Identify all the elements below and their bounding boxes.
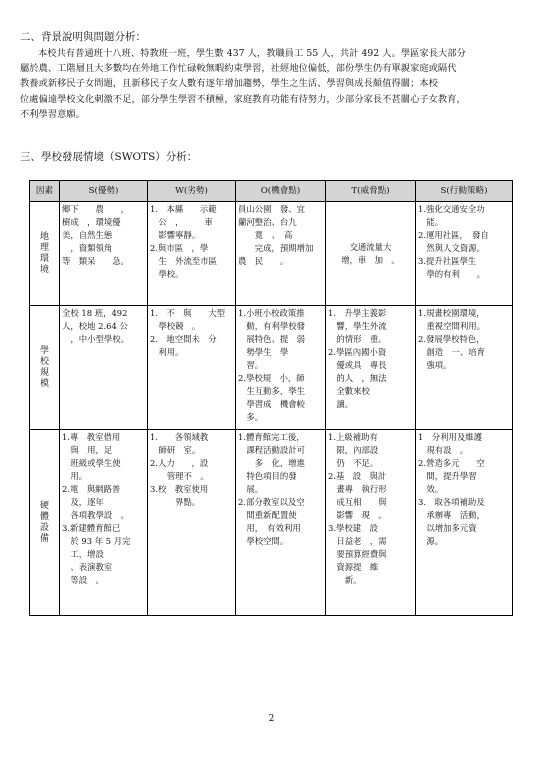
cell-line: 員山公園 發、宜 <box>238 204 305 214</box>
cell-line: 2.發展學校特色， <box>418 334 485 344</box>
cell-line: 美，自然生態 <box>62 230 113 240</box>
cell-line: 3.提升社區學生 <box>418 256 477 266</box>
cell-line: 等 類呆 急。 <box>62 256 129 266</box>
swot-table <box>29 180 513 616</box>
cell-line: 展特色、提 弱 <box>238 334 305 344</box>
cell-line: 日益老 ，需 <box>328 536 387 546</box>
weaknesses-cell <box>148 306 236 430</box>
cell-line: 2.營造多元 空 <box>418 458 485 468</box>
cell-line: 創造 一、培育 <box>418 347 485 357</box>
cell-line: 班級或學生使 <box>62 458 121 468</box>
background-paragraph <box>20 46 520 122</box>
section-3-title: 三、學校發展情境（SWOTS）分析： <box>20 151 198 163</box>
opportunities-cell <box>236 306 326 430</box>
strategies-cell <box>416 306 513 430</box>
cell-line: 資源提 維 <box>328 562 379 572</box>
cell-line: 學校空間。 <box>238 536 289 546</box>
cell-line: 學校。 <box>150 269 184 279</box>
cell-line: 1. 不 與 大型 <box>150 308 225 318</box>
cell-line: 響，學生外流 <box>328 321 387 331</box>
header-strengths: S(優勢) <box>60 181 148 202</box>
cell-line: 3.校 教室使用 <box>150 484 209 494</box>
cell-line: 1.規畫校園環境， <box>418 308 485 318</box>
cell-line: 然與人文資源。 <box>418 243 485 253</box>
cell-line: 2.人力 ，設 <box>150 458 209 468</box>
strategies-cell <box>416 430 513 616</box>
cell-line: 承辦專 活動， <box>418 510 485 520</box>
cell-line: 強項。 <box>418 360 452 370</box>
cell-line: 2.學區內國小資 <box>328 347 387 357</box>
cell-line: 間重新配置使 <box>238 510 297 520</box>
cell-line: 界點。 <box>150 497 201 507</box>
cell-line: 1. 升學主義影 <box>328 308 387 318</box>
cell-line: 1.體育館完工後， <box>238 432 305 442</box>
cell-line: 、表演教室 <box>62 562 113 572</box>
cell-line: 公 ， 車 <box>150 217 213 227</box>
cell-line: 展。 <box>238 484 264 494</box>
cell-line: 蘭河整治、台九 <box>238 217 297 227</box>
cell-line: 限，內部設 <box>328 445 379 455</box>
cell-line: 與 用，足 <box>62 445 113 455</box>
paragraph-line: 本校共有普通班十八班、特教班一班，學生數 437 人，教職員工 55 人，共計 492 人。學區家長大部分 <box>38 48 466 59</box>
cell-line: 效。 <box>418 484 444 494</box>
cell-line: 用。 <box>62 471 88 481</box>
cell-line: 動，有利學校發 <box>238 321 305 331</box>
strengths-cell <box>60 430 148 616</box>
cell-line: 各項教學設 。 <box>62 510 129 520</box>
factor-label: 學校規模 <box>39 345 49 389</box>
cell-line: 利用。 <box>150 347 184 357</box>
opportunities-cell <box>236 202 326 306</box>
cell-line: 讀。 <box>328 399 354 409</box>
cell-line: 1.小班小校政策推 <box>238 308 305 318</box>
factor-cell <box>30 202 60 306</box>
cell-line: 的人 ，無法 <box>328 373 387 383</box>
cell-line: 勢學生 學 <box>238 347 289 357</box>
cell-line: 人，校地 2.64 公 <box>62 321 128 331</box>
cell-line: 用， 有效利用 <box>238 523 301 533</box>
threats-cell <box>326 202 416 306</box>
cell-line: 優或具 專長 <box>328 360 387 370</box>
cell-line: 仍 不足。 <box>328 458 379 468</box>
weaknesses-cell <box>148 202 236 306</box>
cell-line: 1.強化交通安全功 <box>418 204 485 214</box>
opportunities-cell <box>236 430 326 616</box>
cell-line: 成互相 與 <box>328 497 387 507</box>
cell-line: 3.新建體育館已 <box>62 523 121 533</box>
cell-line: 多 化，增進 <box>238 458 305 468</box>
cell-line: 2.部分教室以及空 <box>238 497 305 507</box>
cell-line: 1. 各領域教 <box>150 432 209 442</box>
cell-line: 多。 <box>238 412 264 422</box>
cell-line: 1. 本縣 示範 <box>150 204 217 214</box>
cell-line: 習。 <box>238 360 264 370</box>
cell-line: 管理不 。 <box>150 471 209 481</box>
header-factor: 因素 <box>30 181 60 202</box>
cell-line: 學校競 。 <box>150 321 201 331</box>
table-row <box>30 306 513 430</box>
strengths-cell <box>60 306 148 430</box>
header-weaknesses: W(劣勢) <box>148 181 236 202</box>
cell-line: 及，逐年 <box>62 497 104 507</box>
page-number: 2 <box>268 714 275 724</box>
cell-line: 現有設 。 <box>418 445 469 455</box>
cell-line: 完成，預期增加 <box>238 243 314 253</box>
cell-line: 工，增設 <box>62 549 104 559</box>
cell-line: 1.上級補助有 <box>328 432 378 442</box>
cell-line: 課程活動設計可 <box>238 445 305 455</box>
factor-label: 地理環境 <box>39 231 49 275</box>
strategies-cell <box>416 202 513 306</box>
paragraph-line: 位處偏遠學校文化刺激不足，部分學生學習不積極，家庭教育功能有待努力，少部分家長不甚關心子女教育， <box>20 93 466 105</box>
cell-line: 2.學校規 小，師 <box>238 373 305 383</box>
section-2-title: 二、背景說明與問題分析： <box>20 31 146 43</box>
cell-line: 的情形 重。 <box>328 334 387 344</box>
cell-line: 師研 室。 <box>150 445 201 455</box>
paragraph-line: 屬於農、工階層且大多數均在外地工作忙碌較無暇約束學習，社經地位偏低，部份學生仍有單親家庭或隔代 <box>20 63 457 75</box>
cell-line: 重視空間利用。 <box>418 321 485 331</box>
cell-line: 影響 現 。 <box>328 510 387 520</box>
cell-line: 等設 。 <box>62 575 104 585</box>
cell-line: 3.學校建 設 <box>328 523 378 533</box>
cell-line: 農 民 。 <box>238 256 289 266</box>
table-header-row <box>30 181 513 202</box>
cell-line: 能。 <box>418 217 444 227</box>
factor-cell <box>30 430 60 616</box>
weaknesses-cell <box>148 430 236 616</box>
cell-line: ，中小型學校。 <box>62 334 129 344</box>
cell-line: 增，車 加 。 <box>341 254 400 265</box>
cell-line: 2.電 與網路普 <box>62 484 121 494</box>
cell-line: 3. 取各項補助及 <box>418 497 485 507</box>
strengths-cell <box>60 202 148 306</box>
cell-line: 2. 地空間未 分 <box>150 334 217 344</box>
paragraph-line: 教養或新移民子女問題，且新移民子女人數有逐年增加趨勢，學生之生活、學習與成長頗值得關；本校 <box>20 78 438 90</box>
cell-line: 全數來校 <box>328 386 370 396</box>
table-row <box>30 430 513 616</box>
paragraph-line: 不利學習意願。 <box>20 108 86 120</box>
cell-line: 影響寧靜。 <box>150 230 201 240</box>
header-threats: T(威脅點) <box>326 181 416 202</box>
cell-line: 要預算經費與 <box>328 549 387 559</box>
cell-line: 生互動多，學生 <box>238 386 305 396</box>
cell-line: 交通流量大 <box>349 241 392 252</box>
cell-line: 2.基 設 與計 <box>328 471 387 481</box>
cell-line: 全校 18 班，492 <box>62 308 128 318</box>
cell-line: 寬 、 高 <box>238 230 293 240</box>
header-strategies: S(行動策略) <box>416 181 513 202</box>
cell-line: 1.專 教室借用 <box>62 432 121 442</box>
cell-line: 於 93 年 5 月完 <box>62 536 131 546</box>
cell-line: 2.與市區 ，學 <box>150 243 209 253</box>
cell-line: 學習成 機會較 <box>238 399 305 409</box>
table-row <box>30 202 513 306</box>
factor-cell <box>30 306 60 430</box>
cell-line: 鄉下 農 ， <box>62 204 129 214</box>
cell-line: 新。 <box>328 575 362 585</box>
cell-line: 生 外流至市區 <box>150 256 217 266</box>
cell-line: 特色項目的發 <box>238 471 297 481</box>
cell-line: 學的有利 。 <box>418 269 485 279</box>
cell-line: ，資類領角 <box>62 243 113 253</box>
cell-line: 2.運用社區， 發自 <box>418 230 489 240</box>
cell-line: 以增加多元資 <box>418 523 477 533</box>
cell-line: 間，提升學習 <box>418 471 477 481</box>
header-opportunities: O(機會點) <box>236 181 326 202</box>
cell-line: 畫專 執行形 <box>328 484 387 494</box>
cell-line: 1 分利用及維護 <box>418 432 482 442</box>
cell-line: 源。 <box>418 536 444 546</box>
threats-cell <box>326 430 416 616</box>
cell-line: 樹成 ，環境優 <box>62 217 121 227</box>
swot-table-body <box>30 202 513 616</box>
factor-label: 硬體設備 <box>39 500 49 544</box>
threats-cell <box>326 306 416 430</box>
